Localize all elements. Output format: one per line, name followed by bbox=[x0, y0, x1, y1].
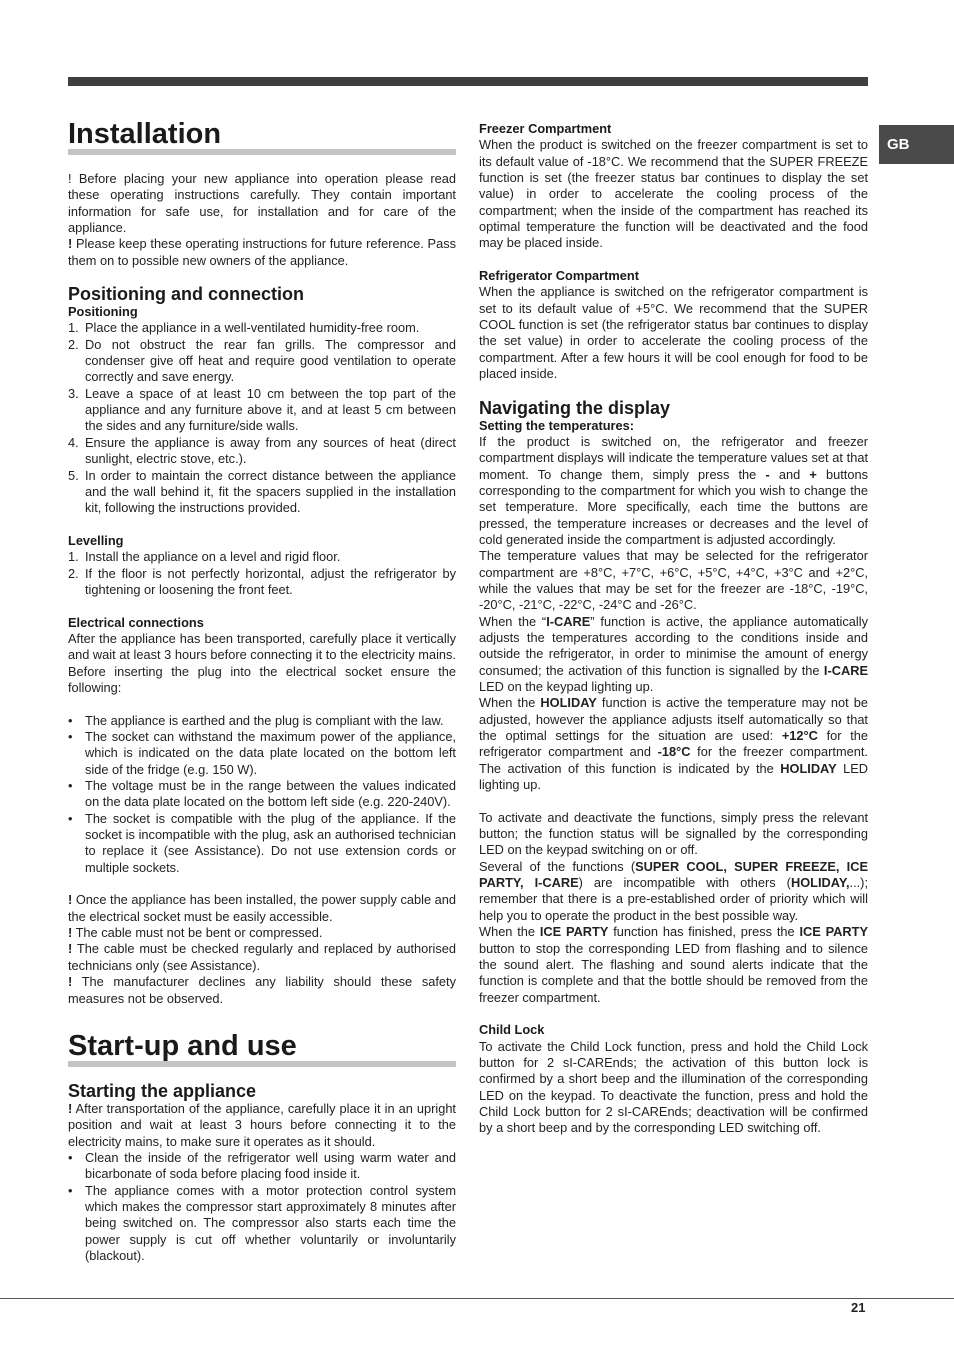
text: LED on the keypad lighting up. bbox=[479, 679, 654, 694]
list-item: • The appliance is earthed and the plug is compliant with the law. bbox=[68, 712, 444, 728]
positioning-subheading: Positioning bbox=[68, 304, 138, 320]
text: button to stop the corresponding LED from flashing and to silence the sound alert. The flashing and sound alerts indicate that the function is complete and that the bottle should be removed from the freezer compartment. bbox=[479, 940, 868, 1005]
icare-label: I-CARE bbox=[823, 662, 868, 678]
list-item-text: The socket is compatible with the plug of the appliance. If the socket is incompatible with the plug, ask an authorised technician to replace it (see Assistance). Do not use extension cords or multiple sockets. bbox=[85, 810, 456, 875]
list-item: 5. In order to maintain the correct distance between the appliance and the wall behind it, fit the spacers supplied in the installation kit, following the instructions provided. bbox=[68, 467, 456, 516]
warning-text: The cable must be checked regularly and replaced by authorised technicians only (see Assistance). bbox=[68, 941, 456, 973]
warning-paragraph bbox=[68, 974, 456, 1007]
function-list: SUPER COOL, SUPER FREEZE, ICE PARTY, I-CARE bbox=[479, 858, 868, 891]
warning-mark: ! bbox=[68, 925, 73, 941]
warning-mark: ! bbox=[68, 974, 73, 990]
installation-title: Installation bbox=[68, 119, 456, 155]
nav-paragraph-2: The temperature values that may be selected for the refrigerator compartment are +8°C, +7°C, +6°C, +5°C, +4°C, +3°C and +2°C, while the values that may be set for the freezer are -18°C, -19°C, -20°C, -21°C, -22°C, -24°C and -26°C. bbox=[479, 548, 868, 613]
minus-symbol: - bbox=[765, 466, 770, 482]
list-item-text: The appliance is earthed and the plug is compliant with the law. bbox=[85, 712, 444, 728]
language-tab: GB bbox=[879, 125, 954, 164]
starting-intro-text: After transportation of the appliance, carefully place it in an upright position and wait at least 3 hours before connecting it to the electricity mains, to make sure it operates as it should. bbox=[68, 1100, 456, 1149]
levelling-subheading: Levelling bbox=[68, 532, 124, 548]
warning-text: The cable must not be bent or compressed. bbox=[72, 925, 323, 941]
list-item-text: Clean the inside of the refrigerator well using warm water and bicarbonate of soda before placing food inside it. bbox=[85, 1149, 456, 1182]
warning-mark: ! bbox=[68, 1100, 73, 1116]
text: Several of the functions ( bbox=[479, 858, 636, 874]
intro-paragraph-1: ! Before placing your new appliance into operation please read these operating instructions carefully. They contain important information for safe use, for installation and for care of the appliance. bbox=[68, 171, 456, 236]
list-item-text: The socket can withstand the maximum power of the appliance, which is indicated on the data plate located on the bottom left side of the fridge (e.g. 150 W). bbox=[85, 729, 456, 777]
warning-mark: ! bbox=[68, 236, 73, 252]
list-item: 4. Ensure the appliance is away from any sources of heat (direct sunlight, electric stove, etc.). bbox=[68, 434, 456, 467]
electrical-subheading: Electrical connections bbox=[68, 614, 204, 630]
list-item: • The socket is compatible with the plug of the appliance. If the socket is incompatible with the plug, ask an authorised technician to replace it (see Assistance). Do not use extension cords or multiple sockets. bbox=[68, 810, 456, 875]
list-item-text: Install the appliance on a level and rigid floor. bbox=[85, 549, 341, 565]
list-item-text: Ensure the appliance is away from any sources of heat (direct sunlight, electric stove, etc.). bbox=[85, 434, 456, 467]
list-item-text: Place the appliance in a well-ventilated humidity-free room. bbox=[85, 320, 420, 336]
warning-paragraph bbox=[68, 892, 456, 925]
text: If the product is switched on, the refrigerator and freezer compartment displays will indicate the temperature values set at that moment. To change them, simply press the bbox=[479, 433, 868, 482]
freezer-text: When the product is switched on the freezer compartment is set to its default value of -18°C. We recommend that the SUPER FREEZE function is set (the freezer status bar continues to display the set value) in order to accelerate the cooling process of the compartment; when the inside of the compartment has reached its optimal temperature the function will be deactivated and the food may be placed inside. bbox=[479, 137, 868, 251]
starting-heading: Starting the appliance bbox=[68, 1080, 257, 1101]
text: ” function is active, the appliance automatically adjusts the temperatures according to the conditions inside and outside the refrigerator, in order to minimise the amount of energy consumed; the activation of this function is signalled by the bbox=[479, 613, 868, 678]
list-item-text: In order to maintain the correct distance between the appliance and the wall behind it, fit the spacers supplied in the installation kit, following the instructions provided. bbox=[85, 467, 456, 516]
list-item: 2. If the floor is not perfectly horizontal, adjust the refrigerator by tightening or loosening the front feet. bbox=[68, 565, 456, 597]
list-item: 3. Leave a space of at least 10 cm between the top part of the appliance and any furniture above it, and at least 5 cm between the sides and any furniture/side walls. bbox=[68, 385, 456, 434]
holiday-paragraph bbox=[479, 695, 868, 793]
footer-rule bbox=[0, 1298, 954, 1299]
ice-party-paragraph bbox=[479, 924, 868, 1006]
warning-mark: ! bbox=[68, 941, 73, 957]
left-column bbox=[68, 0, 456, 1264]
starting-intro bbox=[68, 1101, 456, 1150]
list-item: • The voltage must be in the range between the values indicated on the data plate located on the bottom left side (e.g. 220-240V). bbox=[68, 778, 456, 810]
ice-party-label: ICE PARTY bbox=[799, 924, 868, 940]
icare-label: I-CARE bbox=[546, 613, 591, 629]
fridge-heading: Refrigerator Compartment bbox=[479, 268, 639, 284]
list-item-text: Leave a space of at least 10 cm between the top part of the appliance and any furniture above it, and at least 5 cm between the sides and any furniture/side walls. bbox=[85, 385, 456, 434]
text: buttons corresponding to the compartment for which you wish to change the set temperature. More specifically, each time the buttons are pressed, the temperature increases or decreases and the level of cold generated inside the compartment is adjusted accordingly. bbox=[479, 466, 868, 547]
text: LED lighting up. bbox=[479, 760, 869, 793]
warning-text: Once the appliance has been installed, the power supply cable and the electrical socket must be easily accessible. bbox=[68, 892, 456, 924]
list-item-text: Do not obstruct the rear fan grills. The compressor and condenser give off heat and require good ventilation to operate correctly and save energy. bbox=[85, 336, 456, 385]
list-item-text: The voltage must be in the range between the values indicated on the data plate located on the bottom left side (e.g. 220-240V). bbox=[85, 778, 456, 810]
list-item: 1. Place the appliance in a well-ventilated humidity-free room. bbox=[68, 320, 420, 336]
nav-heading: Navigating the display bbox=[479, 397, 671, 418]
child-lock-heading: Child Lock bbox=[479, 1022, 545, 1038]
ice-party-label: ICE PARTY bbox=[539, 924, 609, 940]
list-item-text: If the floor is not perfectly horizontal, adjust the refrigerator by tightening or loosening the front feet. bbox=[85, 565, 456, 597]
electrical-list bbox=[68, 713, 456, 876]
text: When the bbox=[479, 924, 540, 940]
plus-symbol: + bbox=[809, 466, 817, 482]
list-item: • The socket can withstand the maximum power of the appliance, which is indicated on the data plate located on the bottom left side of the fridge (e.g. 150 W). bbox=[68, 729, 456, 777]
list-item: 2. Do not obstruct the rear fan grills. The compressor and condenser give off heat and require good ventilation to operate correctly and save energy. bbox=[68, 336, 456, 385]
text: ) are incompatible with others ( bbox=[578, 875, 791, 891]
child-lock-text: To activate the Child Lock function, press and hold the Child Lock button for 2 sI-CAREnds; the activation of this button lock is confirmed by a short beep and the illumination of the corresponding LED on the keypad. To deactivate the function, press and hold the Child Lock button for 2 sI-CAREnds; deactivation will be confirmed by a short beep and by the corresponding LED switching off. bbox=[479, 1038, 868, 1136]
electrical-intro: After the appliance has been transported, carefully place it vertically and wait at least 3 hours before connecting it to the electricity mains. Before inserting the plug into the electrical socket ensure the following: bbox=[68, 630, 456, 695]
activate-paragraph: To activate and deactivate the functions, simply press the relevant button; the function status will be signalled by the corresponding LED on the keypad switching on or off. bbox=[479, 809, 868, 858]
text: When the bbox=[479, 695, 541, 711]
temp-value: +12°C bbox=[781, 728, 818, 744]
warning-paragraph bbox=[68, 925, 456, 941]
right-column bbox=[479, 0, 868, 1137]
levelling-list bbox=[68, 549, 456, 598]
intro-paragraph-2 bbox=[68, 236, 456, 269]
incompatible-paragraph bbox=[479, 859, 868, 924]
list-item: • The appliance comes with a motor protection control system which makes the compressor start approximately 8 minutes after being switched on. The compressor also starts each time the power supply is cut off whether voluntarily or involuntarily (blackout). bbox=[68, 1182, 456, 1263]
text: When the “ bbox=[479, 613, 547, 629]
text: function is active the temperature may not be adjusted, however the appliance adjusts itself automatically so that the optimal settings for the situation are used: bbox=[479, 695, 868, 744]
holiday-label: HOLIDAY, bbox=[790, 875, 850, 891]
holiday-label: HOLIDAY bbox=[780, 760, 837, 776]
setting-subheading: Setting the temperatures: bbox=[479, 417, 635, 433]
text: function has finished, press the bbox=[608, 924, 800, 940]
startup-title: Start-up and use bbox=[68, 1031, 456, 1067]
warning-text: The manufacturer declines any liability should these safety measures not be observed. bbox=[68, 974, 456, 1006]
temp-value: -18°C bbox=[657, 744, 691, 760]
starting-list bbox=[68, 1150, 456, 1264]
text: and bbox=[769, 466, 810, 482]
nav-paragraph-1 bbox=[479, 434, 868, 548]
positioning-connection-heading: Positioning and connection bbox=[68, 284, 304, 305]
holiday-label: HOLIDAY bbox=[540, 695, 597, 711]
text: ...); remember that there is a pre-established order of priority which will help you to operate the product in the best possible way. bbox=[479, 875, 868, 923]
text: for the freezer compartment. The activation of this function is indicated by the bbox=[479, 744, 868, 776]
freezer-heading: Freezer Compartment bbox=[479, 121, 612, 136]
positioning-list bbox=[68, 320, 456, 516]
intro-text-2: Please keep these operating instructions for future reference. Pass them on to possible new owners of the appliance. bbox=[68, 236, 456, 268]
warning-mark: ! bbox=[68, 892, 73, 908]
fridge-text: When the appliance is switched on the refrigerator compartment is set to its default value of +5°C. We recommend that the SUPER COOL function is set (the refrigerator status bar continues to display the set value) in order to accelerate the cooling process of the compartment. After a few hours it will be cool enough for food to be placed inside. bbox=[479, 284, 868, 382]
warning-paragraph bbox=[68, 941, 456, 974]
text: for the refrigerator compartment and bbox=[479, 728, 868, 760]
page-number: 21 bbox=[851, 1300, 866, 1315]
list-item-text: The appliance comes with a motor protection control system which makes the compressor start approximately 8 minutes after being switched on. The compressor also starts each time the power supply is cut off whether voluntarily or involuntarily (blackout). bbox=[85, 1182, 456, 1263]
list-item: 1. Install the appliance on a level and rigid floor. bbox=[68, 549, 341, 565]
icare-paragraph bbox=[479, 614, 868, 696]
list-item: • Clean the inside of the refrigerator well using warm water and bicarbonate of soda before placing food inside it. bbox=[68, 1149, 456, 1182]
